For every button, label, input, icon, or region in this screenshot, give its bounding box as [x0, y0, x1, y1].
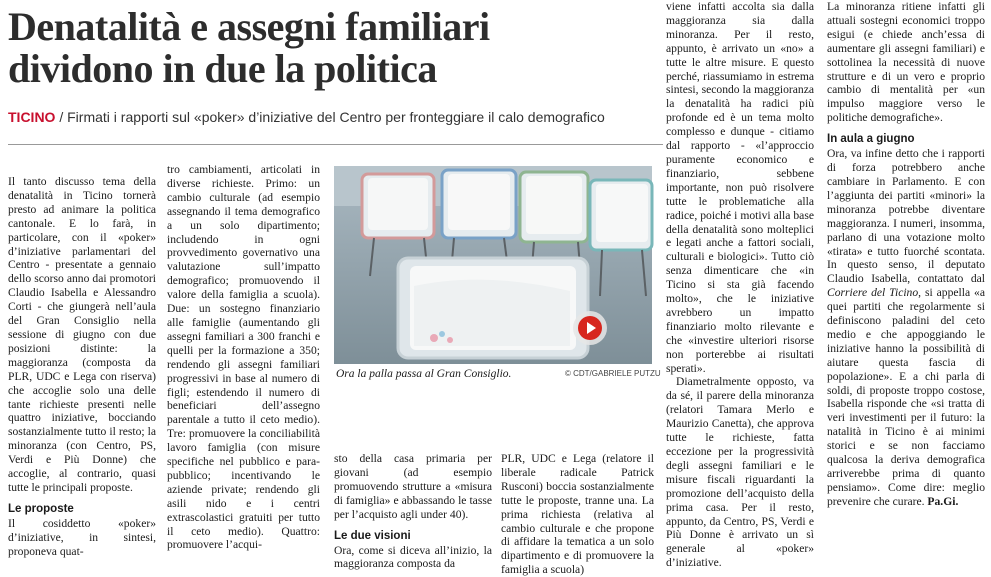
article-column-1 [8, 175, 156, 558]
paragraph-text: Ora, va infine detto che i rapporti di forza potrebbero anche cambiare in Parlamento. E con l’aggiunta dei partiti «minori» la minoranza potrebbe diventare maggioranza. I numeri, insomma, parlano di una votazione molto «tirata» e tutto fuorché scontata. In questo senso, il deputato Claudio Isabella, contattato dal [827, 147, 985, 286]
photo-caption: Ora la palla passa al Gran Consiglio. [336, 368, 512, 380]
paragraph-text: , si appella «a quei partiti che regolarmente si definiscono paladini del ceto medio e che appoggiando le iniziative hanno la possibilità di aiutare questa fascia di popolazione». E a chi parla di soldi, di proposte troppo costose, Isabella risponde che «si tratta di veri investimenti per il futuro: la natalità in Ticino è ai minimi storici e se non facciamo qualcosa la deriva demografica arriverebbe prima di quanto pensiamo». Come dire: meglio prevenire che curare. [827, 286, 985, 508]
section-subhead: In aula a giugno [827, 133, 915, 146]
headline-line-2: dividono in due la politica [8, 46, 437, 91]
paragraph: sto della casa primaria per giovani (ad esempio promuovendo strutture a «misura di famiglia» e abbassando le tasse per l’acquisto agli under 40). [334, 452, 492, 521]
article-column-6 [827, 0, 985, 511]
paragraph: Il cosiddetto «poker» d’iniziative, in sintesi, proponeva quat- [8, 516, 156, 558]
author-signature: Pa.Gi. [927, 494, 959, 508]
paragraph: Diametralmente opposto, va da sé, il parere della minoranza (relatori Tamara Merlo e Maurizio Canetta), che approva tutte le richieste, fatta eccezione per la progressività degli assegni familiari e le misure fiscali riguardanti la promozione dell’acquisto della prima casa. Per il resto, appunto, da Centro, PS, Verdi e Più Donne è arrivato un sì generale al «poker» d’iniziative. [666, 375, 814, 570]
paragraph: tro cambiamenti, articolati in diverse richieste. Primo: un cambio culturale (ad esempio assegnando il tema demografico a un solo dipartimento; includendo in ogni provvedimento governativo una valutazione sull’impatto demografico; promuovendo il valore della famiglia a scuola). Due: un sostegno finanziario alle famiglie (aumentando gli assegni familiari a 300 franchi e quelli per la formazione a 350; rendendo gli assegni familiari progressivi in base al numero di figli; estendendo il numero di beneficiari dell’assegno parentale a tutto il ceto medio). Tre: promuovere la conciliabilità lavoro famiglia (con misure specifiche nel pubblico e para-pubblico; incentivando le aziende private; rendendo gli asili nido e i centri extrascolastici gratuiti per tutto il ceto medio). Quattro: promuovere l’acqui- [167, 163, 320, 552]
kicker-label: TICINO [8, 109, 56, 125]
article-column-3 [334, 452, 492, 571]
paragraph [827, 147, 985, 509]
video-play-button[interactable] [573, 311, 607, 345]
newspaper-name: Corriere del Ticino [827, 286, 919, 300]
article-column-4 [501, 452, 654, 577]
paragraph: Il tanto discusso tema della denatalità in Ticino tornerà presto ad animare la politica cantonale. E lo farà, in particolare, con il «poker» d’iniziative parlamentari del Centro - presentate a gennaio dello scorso anno dai promotori Claudio Isabella e Alessandro Corti - che giungerà nell’aula del Gran Consiglio nella sessione di giugno con due posizioni distinte: la maggioranza (composta da PLR, UDC e Lega con riserva) che accoglie solo una delle tante richieste presenti nelle quattro iniziative, bocciando sostanzialmente tutto il resto; la minoranza (con Centro, PS, Verdi e Più Donne) che accoglie, al contrario, quasi tutte le principali proposte. [8, 175, 156, 494]
paragraph: Ora, come si diceva all’inizio, la maggioranza composta da [334, 543, 492, 571]
kicker-separator: / [55, 109, 68, 125]
paragraph: PLR, UDC e Lega (relatore il liberale radicale Patrick Rusconi) boccia sostanzialmente tutte le proposte, tranne una. La prima richiesta (relativa al cambio culturale e che propone di affidare la tematica a un solo dipartimento e di promuovere la famiglia a scuola) [501, 452, 654, 577]
paragraph: viene infatti accolta sia dalla maggioranza sia dalla minoranza. Per il resto, appunto, è arrivato un «no» a tutte le altre misure. E questo perché, riassumiamo in estrema sintesi, secondo la maggioranza la denatalità ha radici più profonde ed è un tema molto complesso e dunque - citiamo dal rapporto - «l’approccio puramente economico e finanziario, sebbene importante, non può risolvere tutte le problematiche alla radice, poiché i motivi alla base della denatalità sono molteplici e legati anche a fattori sociali, culturali e biologici». Tutto ciò senza dimenticare che «in Ticino si sta già facendo molto», che le iniziative avrebbero un impatto finanziario molto rilevante e che «investire ulteriori risorse non porterebbe ai risultati sperati». [666, 0, 814, 375]
play-icon [578, 316, 602, 340]
subheadline [8, 108, 663, 126]
photo-credit: © CDT/GABRIELE PUTZU [565, 369, 661, 378]
article-column-5 [666, 0, 814, 570]
section-subhead: Le due visioni [334, 529, 411, 542]
headline [8, 6, 658, 90]
article-column-2 [167, 163, 320, 552]
subheadline-text: Firmati i rapporti sul «poker» d’iniziative del Centro per fronteggiare il calo demografico [67, 109, 605, 125]
section-subhead: Le proposte [8, 502, 74, 515]
headline-line-1: Denatalità e assegni familiari [8, 4, 490, 49]
paragraph: La minoranza ritiene infatti gli attuali sostegni economici troppo esigui (e chiede anch’essa di aumentare gli assegni familiari) e sottolinea la necessità di nuove strutture e di un vero e proprio cambio di mentalità per «un impulso maggiore verso le politiche demografiche». [827, 0, 985, 125]
divider [8, 144, 663, 145]
